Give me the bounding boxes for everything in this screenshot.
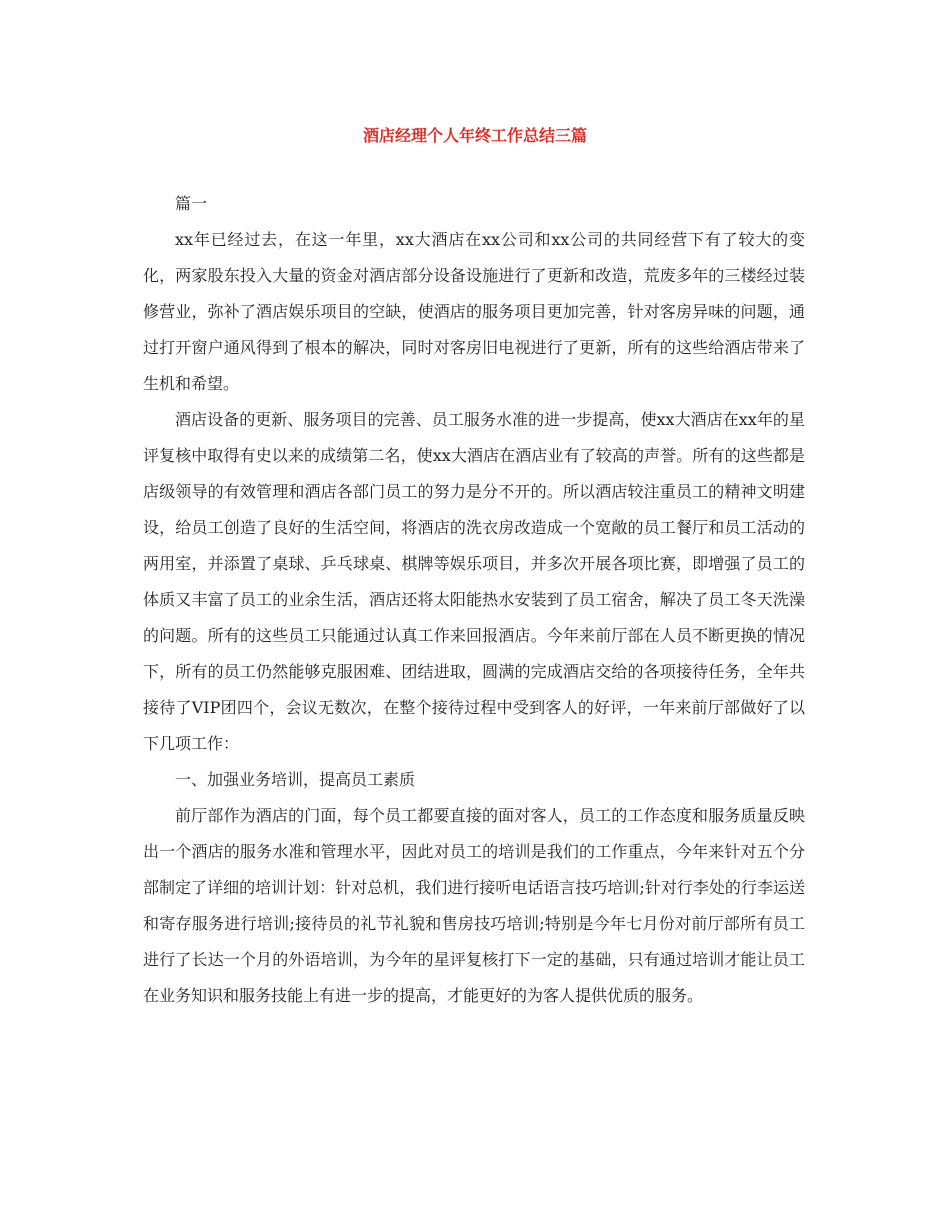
section-heading: 篇一 [175,194,208,213]
document-title: 酒店经理个人年终工作总结三篇 [362,126,587,145]
section-heading: 一、加强业务培训，提高员工素质 [175,770,416,789]
document-body [143,186,805,1014]
body-paragraph: xx年已经过去，在这一年里，xx大酒店在xx公司和xx公司的共同经营下有了较大的变化，两家股东投入大量的资金对酒店部分设备设施进行了更新和改造，荒废多年的三楼经过装修营业，弥补了酒店娱乐项目的空缺，使酒店的服务项目更加完善，针对客房异味的问题，通过打开窗户通风得到了根本的解决，同时对客房旧电视进行了更新，所有的这些给酒店带来了生机和希望。 [143,230,805,393]
body-paragraph: 前厅部作为酒店的门面，每个员工都要直接的面对客人，员工的工作态度和服务质量反映出一个酒店的服务水准和管理水平，因此对员工的培训是我们的工作重点，今年来针对五个分部制定了详细的培训计划：针对总机，我们进行接听电话语言技巧培训;针对行李处的行李运送和寄存服务进行培训;接待员的礼节礼貌和售房技巧培训;特别是今年七月份对前厅部所有员工进行了长达一个月的外语培训，为今年的星评复核打下一定的基础，只有通过培训才能让员工在业务知识和服务技能上有进一步的提高，才能更好的为客人提供优质的服务。 [143,806,805,1005]
body-paragraph: 酒店设备的更新、服务项目的完善、员工服务水准的进一步提高，使xx大酒店在xx年的星评复核中取得有史以来的成绩第二名，使xx大酒店在酒店业有了较高的声誉。所有的这些都是店级领导的有效管理和酒店各部门员工的努力是分不开的。所以酒店较注重员工的精神文明建设，给员工创造了良好的生活空间，将酒店的洗衣房改造成一个宽敞的员工餐厅和员工活动的两用室，并添置了桌球、乒乓球桌、棋牌等娱乐项目，并多次开展各项比赛，即增强了员工的体质又丰富了员工的业余生活，酒店还将太阳能热水安装到了员工宿舍，解决了员工冬天洗澡的问题。所有的这些员工只能通过认真工作来回报酒店。今年来前厅部在人员不断更换的情况下，所有的员工仍然能够克服困难、团结进取，圆满的完成酒店交给的各项接待任务，全年共接待了VIP团四个，会议无数次，在整个接待过程中受到客人的好评，一年来前厅部做好了以下几项工作： [143,410,805,753]
